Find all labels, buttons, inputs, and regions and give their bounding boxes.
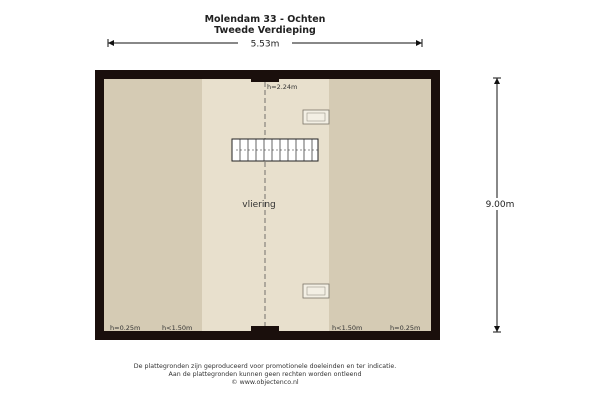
height-label-left-wall: h=0.25m xyxy=(110,324,141,332)
roof-window-top xyxy=(303,110,329,124)
width-dimension-label: 5.53m xyxy=(250,39,280,50)
floor-right-low xyxy=(329,79,431,331)
footer-disclaimer-1: De plattegronden zijn geproduceerd voor promotionele doeleinden en ter indicatie. xyxy=(133,363,397,370)
floor-left-low xyxy=(104,79,202,331)
height-label-left-inner: h<1.50m xyxy=(162,324,193,332)
height-label-right-inner: h<1.50m xyxy=(332,324,363,332)
footer-website: © www.objectenco.nl xyxy=(231,379,299,386)
height-label-right-wall: h=0.25m xyxy=(390,324,421,332)
room-label-attic: vliering xyxy=(242,200,276,210)
ridge-beam-top xyxy=(251,70,279,82)
footer-disclaimer-2: Aan de plattegronden kunnen geen rechten worden ontleend xyxy=(168,371,362,378)
plan-address-title: Molendam 33 - Ochten xyxy=(204,14,326,25)
roof-window-bottom xyxy=(303,284,329,298)
depth-dimension-label: 9.00m xyxy=(485,200,515,210)
plan-floor-title: Tweede Verdieping xyxy=(214,25,316,36)
staircase xyxy=(232,139,318,161)
ridge-height-label: h=2.24m xyxy=(267,83,298,91)
ridge-beam-bottom xyxy=(251,326,279,340)
